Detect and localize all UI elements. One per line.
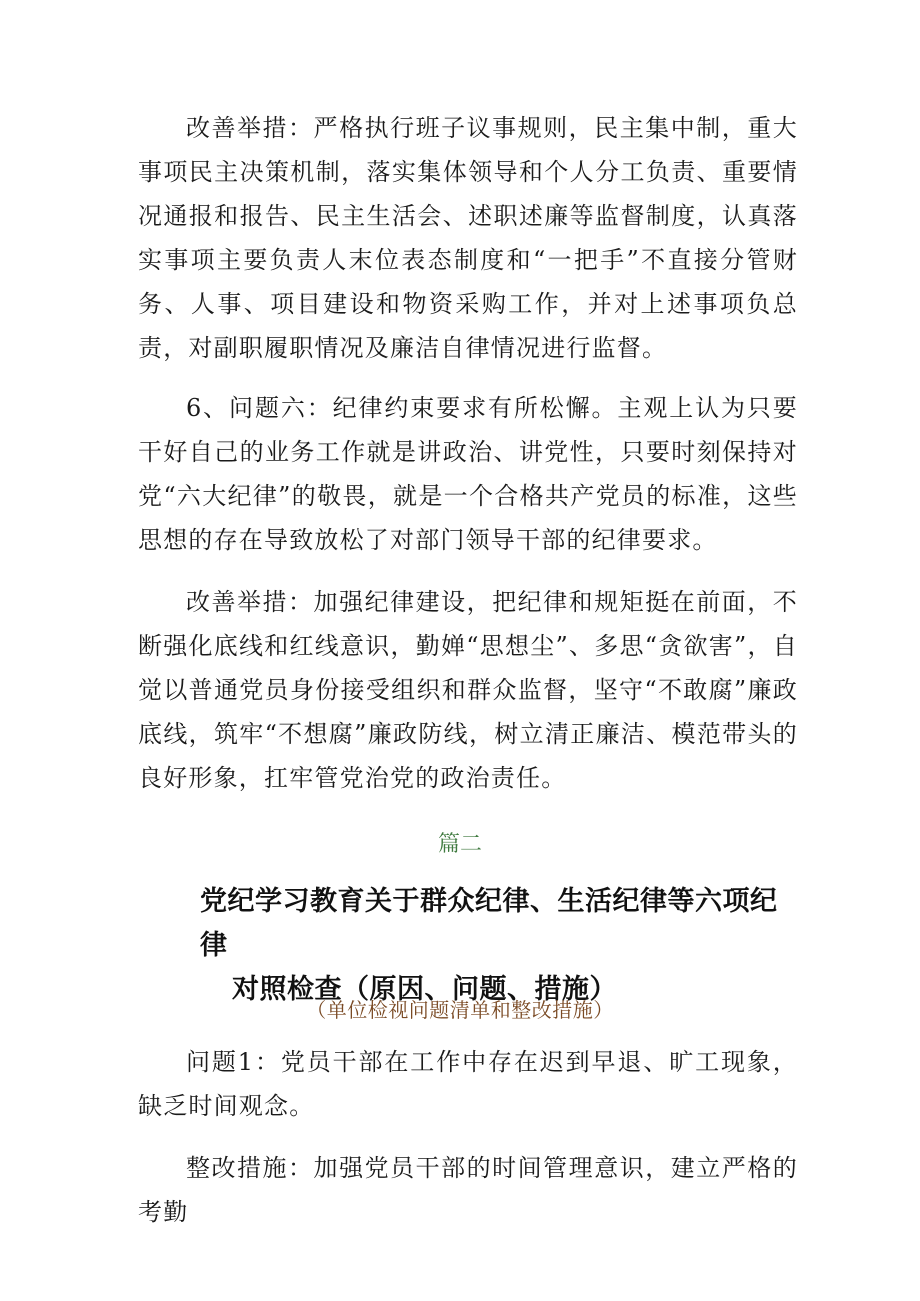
paragraph-improvement-measures-6: 改善举措：加强纪律建设，把纪律和规矩挺在前面，不断强化底线和红线意识，勤婵“思想尘”、多思“贪欲害”，自觉以普通党员身份接受组织和群众监督，坚守“不敢腐”廉政底线，筑牢“不想腐”廉政防线，树立清正廉洁、模范带头的良好形象，扛牢管党治党的政治责任。 <box>138 588 798 792</box>
paragraph-problem-6: 6、问题六：纪律约束要求有所松懈。主观上认为只要干好自己的业务工作就是讲政治、讲党性，只要时刻保持对党“六大纪律”的敬畏，就是一个合格共产党员的标准，这些思想的存在导致放松了对部门领导干部的纪律要求。 <box>138 394 798 554</box>
document-title-line2: 对照检查（原因、问题、措施） <box>232 974 617 1005</box>
document-title <box>200 880 800 1012</box>
document-subtitle: （单位检视问题清单和整改措施） <box>306 998 614 1022</box>
paragraph-improvement-measures-5: 改善举措：严格执行班子议事规则，民主集中制，重大事项民主决策机制，落实集体领导和个人分工负责、重要情况通报和报告、民主生活会、述职述廉等监督制度，认真落实事项主要负责人末位表态制度和“一把手”不直接分管财务、人事、项目建设和物资采购工作，并对上述事项负总责，对副职履职情况及廉洁自律情况进行监督。 <box>138 114 798 362</box>
section-label: 篇二 <box>437 832 482 857</box>
document-title-line1: 党纪学习教育关于群众纪律、生活纪律等六项纪律 <box>200 886 778 961</box>
paragraph-problem-1: 问题1：党员干部在工作中存在迟到早退、旷工现象，缺乏时间观念。 <box>138 1048 798 1120</box>
paragraph-rectification-measures: 整改措施：加强党员干部的时间管理意识，建立严格的考勤 <box>138 1154 798 1226</box>
